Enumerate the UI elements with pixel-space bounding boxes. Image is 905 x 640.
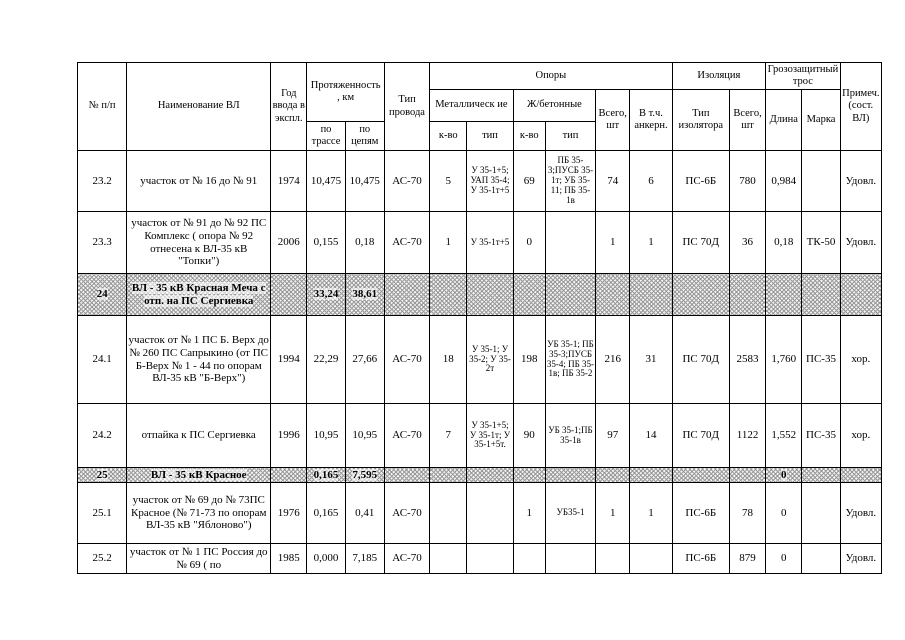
group-num: 25 bbox=[96, 468, 108, 481]
cell-metal-qty: 18 bbox=[430, 316, 467, 404]
header-gw-length: Длина bbox=[766, 90, 802, 151]
header-conc-qty: к-во bbox=[513, 122, 545, 151]
cell-wire: АС-70 bbox=[384, 483, 429, 544]
table-row bbox=[78, 151, 882, 212]
cell-metal-type: У 35-1+5; УАП 35-4; У 35-1т+5 bbox=[467, 151, 513, 212]
cell-ins-total: 78 bbox=[729, 483, 765, 544]
cell-name: участок от № 1 ПС Россия до № 69 ( по bbox=[127, 544, 271, 574]
cell-year: 1996 bbox=[271, 404, 307, 468]
table-row bbox=[78, 483, 882, 544]
table-row bbox=[78, 544, 882, 574]
cell-gw-length: 0,984 bbox=[766, 151, 802, 212]
cell-name bbox=[127, 468, 271, 483]
group-name: ВЛ - 35 кВ Красное bbox=[150, 468, 247, 481]
cell-conc-qty: 198 bbox=[513, 316, 545, 404]
cell-conc-type: ПБ 35-3;ПУСБ 35-1т; УБ 35-11; ПБ 35-1в bbox=[545, 151, 595, 212]
cell-len-circuit: 10,95 bbox=[345, 404, 384, 468]
cell-len-circuit: 0,18 bbox=[345, 212, 384, 274]
cell-gw-length: 0 bbox=[766, 483, 802, 544]
cell-metal-type: У 35-1+5; У 35-1т; У 35-1+5т. bbox=[467, 404, 513, 468]
header-total: Всего, шт bbox=[596, 90, 630, 151]
cell-num: 25.1 bbox=[78, 483, 127, 544]
header-length: Протяженность , км bbox=[307, 63, 384, 122]
cell-gw-length: 0,18 bbox=[766, 212, 802, 274]
cell-anchor bbox=[630, 544, 672, 574]
cell-conc-type: УБ35-1 bbox=[545, 483, 595, 544]
cell-conc-qty: 69 bbox=[513, 151, 545, 212]
header-len-route: по трассе bbox=[307, 122, 345, 151]
cell-total bbox=[596, 544, 630, 574]
cell-len-route: 10,95 bbox=[307, 404, 345, 468]
cell-year: 1974 bbox=[271, 151, 307, 212]
cell-gw-mark: ПС-35 bbox=[802, 404, 840, 468]
header-num: № п/п bbox=[78, 63, 127, 151]
cell-wire: АС-70 bbox=[384, 544, 429, 574]
header-metal: Металлическ ие bbox=[430, 90, 514, 122]
power-lines-table bbox=[77, 62, 882, 574]
header-metal-qty: к-во bbox=[430, 122, 467, 151]
cell-wire: АС-70 bbox=[384, 151, 429, 212]
cell-wire: АС-70 bbox=[384, 404, 429, 468]
cell-note: Удовл. bbox=[840, 544, 881, 574]
cell-num: 23.3 bbox=[78, 212, 127, 274]
cell-year: 2006 bbox=[271, 212, 307, 274]
cell-metal-type: У 35-1т+5 bbox=[467, 212, 513, 274]
cell-num bbox=[78, 468, 127, 483]
group-num: 24 bbox=[96, 288, 108, 301]
cell-len-route bbox=[307, 274, 345, 316]
header-year: Год ввода в экспл. bbox=[271, 63, 307, 151]
cell-ins-type: ПС-6Б bbox=[672, 483, 729, 544]
cell-anchor: 1 bbox=[630, 212, 672, 274]
table-row-group bbox=[78, 274, 882, 316]
cell-wire: АС-70 bbox=[384, 212, 429, 274]
cell-wire bbox=[384, 274, 429, 316]
cell-anchor bbox=[630, 468, 672, 483]
cell-wire: АС-70 bbox=[384, 316, 429, 404]
cell-metal-type bbox=[467, 483, 513, 544]
cell-year bbox=[271, 468, 307, 483]
group-name: ВЛ - 35 кВ Красная Меча с отп. на ПС Сергиевка bbox=[131, 281, 266, 307]
cell-len-circuit: 7,185 bbox=[345, 544, 384, 574]
header-anchor: В т.ч. анкерн. bbox=[630, 90, 672, 151]
group-len-route: 33,24 bbox=[313, 288, 339, 301]
cell-num: 24.2 bbox=[78, 404, 127, 468]
cell-conc-type bbox=[545, 274, 595, 316]
cell-year: 1985 bbox=[271, 544, 307, 574]
cell-gw-mark: ТК-50 bbox=[802, 212, 840, 274]
cell-metal-type bbox=[467, 274, 513, 316]
cell-ins-type bbox=[672, 274, 729, 316]
cell-conc-qty bbox=[513, 274, 545, 316]
group-len-route: 0,165 bbox=[313, 468, 339, 481]
cell-total bbox=[596, 468, 630, 483]
cell-len-route: 0,000 bbox=[307, 544, 345, 574]
cell-metal-qty bbox=[430, 544, 467, 574]
cell-ins-total bbox=[729, 274, 765, 316]
cell-total: 97 bbox=[596, 404, 630, 468]
cell-name: участок от № 91 до № 92 ПС Комплекс ( опора № 92 отнесена к ВЛ-35 кВ "Топки") bbox=[127, 212, 271, 274]
cell-note: Удовл. bbox=[840, 151, 881, 212]
header-ins-total: Всего, шт bbox=[729, 90, 765, 151]
cell-num: 24.1 bbox=[78, 316, 127, 404]
header-insulation: Изоляция bbox=[672, 63, 766, 90]
cell-total bbox=[596, 274, 630, 316]
cell-ins-total: 780 bbox=[729, 151, 765, 212]
header-gw-mark: Марка bbox=[802, 90, 840, 151]
header-conc-type: тип bbox=[545, 122, 595, 151]
cell-num: 23.2 bbox=[78, 151, 127, 212]
cell-ins-type: ПС 70Д bbox=[672, 404, 729, 468]
cell-wire bbox=[384, 468, 429, 483]
cell-gw-mark bbox=[802, 151, 840, 212]
cell-anchor: 31 bbox=[630, 316, 672, 404]
cell-note bbox=[840, 274, 881, 316]
cell-year: 1976 bbox=[271, 483, 307, 544]
cell-len-route: 22,29 bbox=[307, 316, 345, 404]
cell-note: Удовл. bbox=[840, 212, 881, 274]
cell-len-route bbox=[307, 468, 345, 483]
cell-gw-length bbox=[766, 274, 802, 316]
cell-ins-type bbox=[672, 468, 729, 483]
table-row-group bbox=[78, 468, 882, 483]
cell-metal-qty bbox=[430, 274, 467, 316]
cell-gw-mark bbox=[802, 483, 840, 544]
cell-num bbox=[78, 274, 127, 316]
cell-gw-length: 1,552 bbox=[766, 404, 802, 468]
cell-ins-total: 1122 bbox=[729, 404, 765, 468]
cell-metal-type bbox=[467, 468, 513, 483]
cell-ins-total: 2583 bbox=[729, 316, 765, 404]
header-row-1 bbox=[78, 63, 882, 90]
cell-metal-qty bbox=[430, 483, 467, 544]
cell-name: участок от № 1 ПС Б. Верх до № 260 ПС Сапрыкино (от ПС Б-Верх № 1 - 44 по опорам ВЛ-35 кВ "Б-Верх") bbox=[127, 316, 271, 404]
cell-ins-type: ПС 70Д bbox=[672, 316, 729, 404]
cell-conc-type: УБ 35-1;ПБ 35-1в bbox=[545, 404, 595, 468]
cell-anchor: 6 bbox=[630, 151, 672, 212]
cell-len-circuit bbox=[345, 274, 384, 316]
cell-total: 74 bbox=[596, 151, 630, 212]
cell-gw-mark bbox=[802, 468, 840, 483]
cell-len-circuit: 10,475 bbox=[345, 151, 384, 212]
header-supports: Опоры bbox=[430, 63, 672, 90]
cell-gw-mark bbox=[802, 544, 840, 574]
cell-ins-type: ПС-6Б bbox=[672, 151, 729, 212]
cell-total: 1 bbox=[596, 212, 630, 274]
header-len-circuit: по цепям bbox=[345, 122, 384, 151]
header-ins-type: Тип изолятора bbox=[672, 90, 729, 151]
group-len-circuit: 38,61 bbox=[352, 288, 378, 301]
cell-len-circuit bbox=[345, 468, 384, 483]
cell-gw-length: 0 bbox=[766, 544, 802, 574]
cell-note bbox=[840, 468, 881, 483]
cell-ins-type: ПС 70Д bbox=[672, 212, 729, 274]
cell-ins-total bbox=[729, 468, 765, 483]
cell-name: участок от № 69 до № 73ПС Красное (№ 71-73 по опорам ВЛ-35 кВ "Яблоново") bbox=[127, 483, 271, 544]
cell-metal-qty: 1 bbox=[430, 212, 467, 274]
cell-name bbox=[127, 274, 271, 316]
cell-conc-type bbox=[545, 468, 595, 483]
cell-len-circuit: 27,66 bbox=[345, 316, 384, 404]
cell-conc-type bbox=[545, 212, 595, 274]
cell-note: хор. bbox=[840, 404, 881, 468]
cell-conc-qty: 0 bbox=[513, 212, 545, 274]
cell-name: отпайка к ПС Сергиевка bbox=[127, 404, 271, 468]
cell-metal-type bbox=[467, 544, 513, 574]
cell-metal-type: У 35-1; У 35-2; У 35-2т bbox=[467, 316, 513, 404]
cell-total: 1 bbox=[596, 483, 630, 544]
group-gw-length: 0 bbox=[781, 468, 787, 481]
cell-year bbox=[271, 274, 307, 316]
table-row bbox=[78, 316, 882, 404]
cell-metal-qty bbox=[430, 468, 467, 483]
cell-metal-qty: 5 bbox=[430, 151, 467, 212]
cell-year: 1994 bbox=[271, 316, 307, 404]
header-metal-type: тип bbox=[467, 122, 513, 151]
cell-name: участок от № 16 до № 91 bbox=[127, 151, 271, 212]
cell-anchor: 14 bbox=[630, 404, 672, 468]
group-len-circuit: 7,595 bbox=[352, 468, 378, 481]
cell-metal-qty: 7 bbox=[430, 404, 467, 468]
header-concrete: Ж/бетонные bbox=[513, 90, 595, 122]
cell-conc-qty: 90 bbox=[513, 404, 545, 468]
cell-conc-qty bbox=[513, 544, 545, 574]
table-row bbox=[78, 212, 882, 274]
cell-gw-mark bbox=[802, 274, 840, 316]
cell-gw-mark: ПС-35 bbox=[802, 316, 840, 404]
header-name: Наименование ВЛ bbox=[127, 63, 271, 151]
header-ground-wire: Грозозащитный трос bbox=[766, 63, 840, 90]
cell-conc-qty: 1 bbox=[513, 483, 545, 544]
cell-len-route: 0,155 bbox=[307, 212, 345, 274]
cell-ins-type: ПС-6Б bbox=[672, 544, 729, 574]
cell-conc-type: УБ 35-1; ПБ 35-3;ПУСБ 35-4; ПБ 35-1в; ПБ 35-2 bbox=[545, 316, 595, 404]
cell-gw-length bbox=[766, 468, 802, 483]
cell-conc-qty bbox=[513, 468, 545, 483]
cell-len-circuit: 0,41 bbox=[345, 483, 384, 544]
cell-len-route: 0,165 bbox=[307, 483, 345, 544]
header-note: Примеч. (сост. ВЛ) bbox=[840, 63, 881, 151]
cell-ins-total: 879 bbox=[729, 544, 765, 574]
cell-len-route: 10,475 bbox=[307, 151, 345, 212]
cell-conc-type bbox=[545, 544, 595, 574]
cell-anchor: 1 bbox=[630, 483, 672, 544]
cell-note: Удовл. bbox=[840, 483, 881, 544]
cell-num: 25.2 bbox=[78, 544, 127, 574]
cell-anchor bbox=[630, 274, 672, 316]
cell-note: хор. bbox=[840, 316, 881, 404]
header-wire: Тип провода bbox=[384, 63, 429, 151]
cell-total: 216 bbox=[596, 316, 630, 404]
cell-ins-total: 36 bbox=[729, 212, 765, 274]
cell-gw-length: 1,760 bbox=[766, 316, 802, 404]
table-row bbox=[78, 404, 882, 468]
